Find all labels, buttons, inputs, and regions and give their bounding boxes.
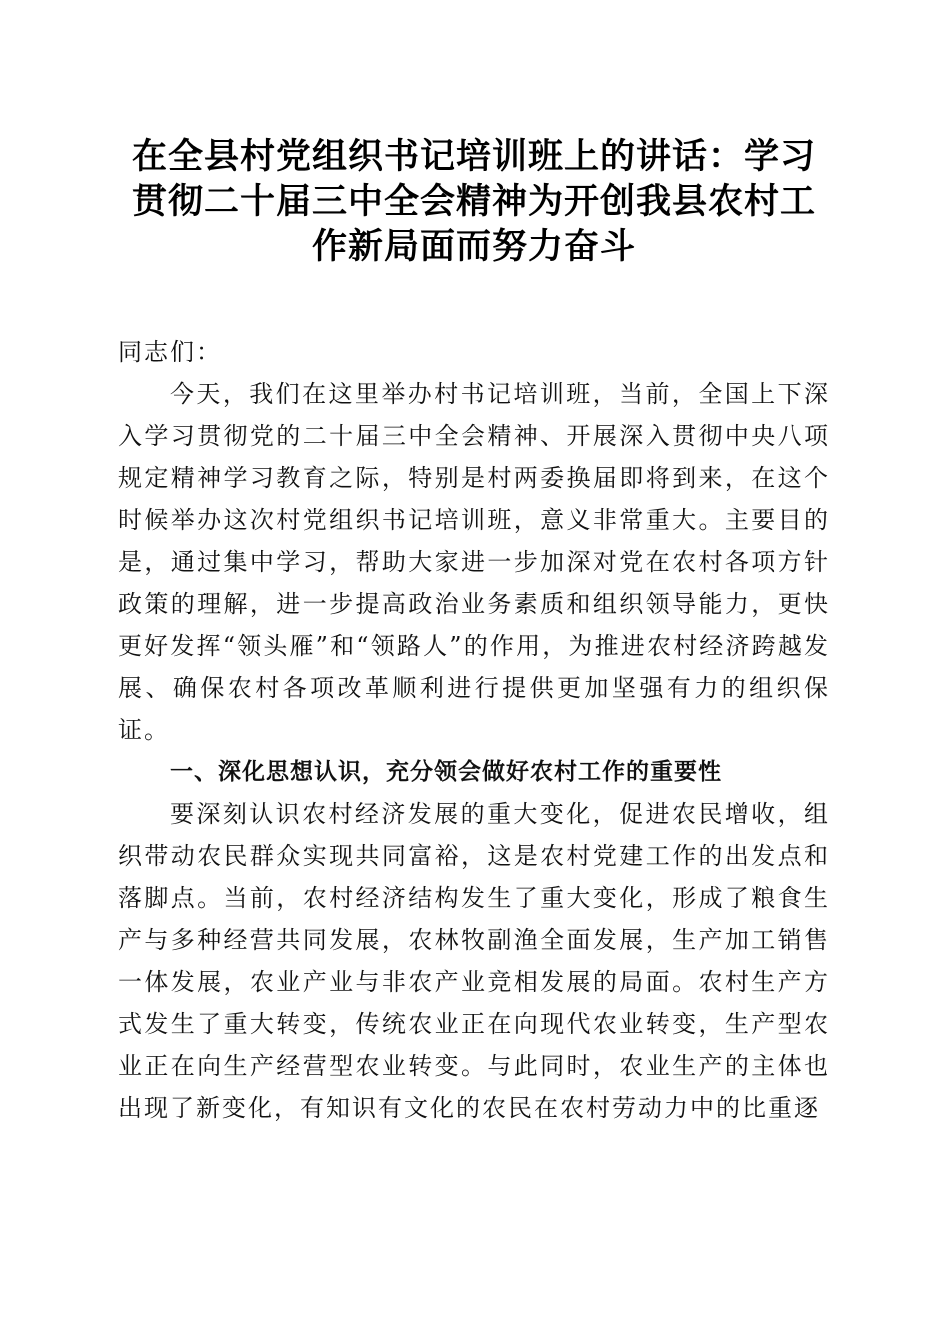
document-title: 在全县村党组织书记培训班上的讲话：学习贯彻二十届三中全会精神为开创我县农村工作新局面而努力奋斗 <box>131 136 816 267</box>
section-paragraph: 要深刻认识农村经济发展的重大变化，促进农民增收，组织带动农民群众实现共同富裕，这是农村党建工作的出发点和落脚点。当前，农村经济结构发生了重大变化，形成了粮食生产与多种经营共同发展，农林牧副渔全面发展，生产加工销售一体发展，农业产业与非农产业竞相发展的局面。农村生产方式发生了重大转变，传统农业正在向现代农业转变，生产型农业正在向生产经营型农业转变。与此同时，农业生产的主体也出现了新变化，有知识有文化的农民在农村劳动力中的比重逐 <box>118 800 830 1122</box>
section-heading: 一、深化思想认识，充分领会做好农村工作的重要性 <box>170 759 722 785</box>
intro-paragraph: 今天，我们在这里举办村书记培训班，当前，全国上下深入学习贯彻党的二十届三中全会精神、开展深入贯彻中央八项规定精神学习教育之际，特别是村两委换届即将到来，在这个时候举办这次村党组织书记培训班，意义非常重大。主要目的是，通过集中学习，帮助大家进一步加深对党在农村各项方针政策的理解，进一步提高政治业务素质和组织领导能力，更快更好发挥“领头雁”和“领路人”的作用，为推进农村经济跨越发展、确保农村各项改革顺利进行提供更加坚强有力的组织保证。 <box>118 380 830 744</box>
salutation: 同志们： <box>118 338 222 366</box>
document-page <box>118 134 830 1129</box>
